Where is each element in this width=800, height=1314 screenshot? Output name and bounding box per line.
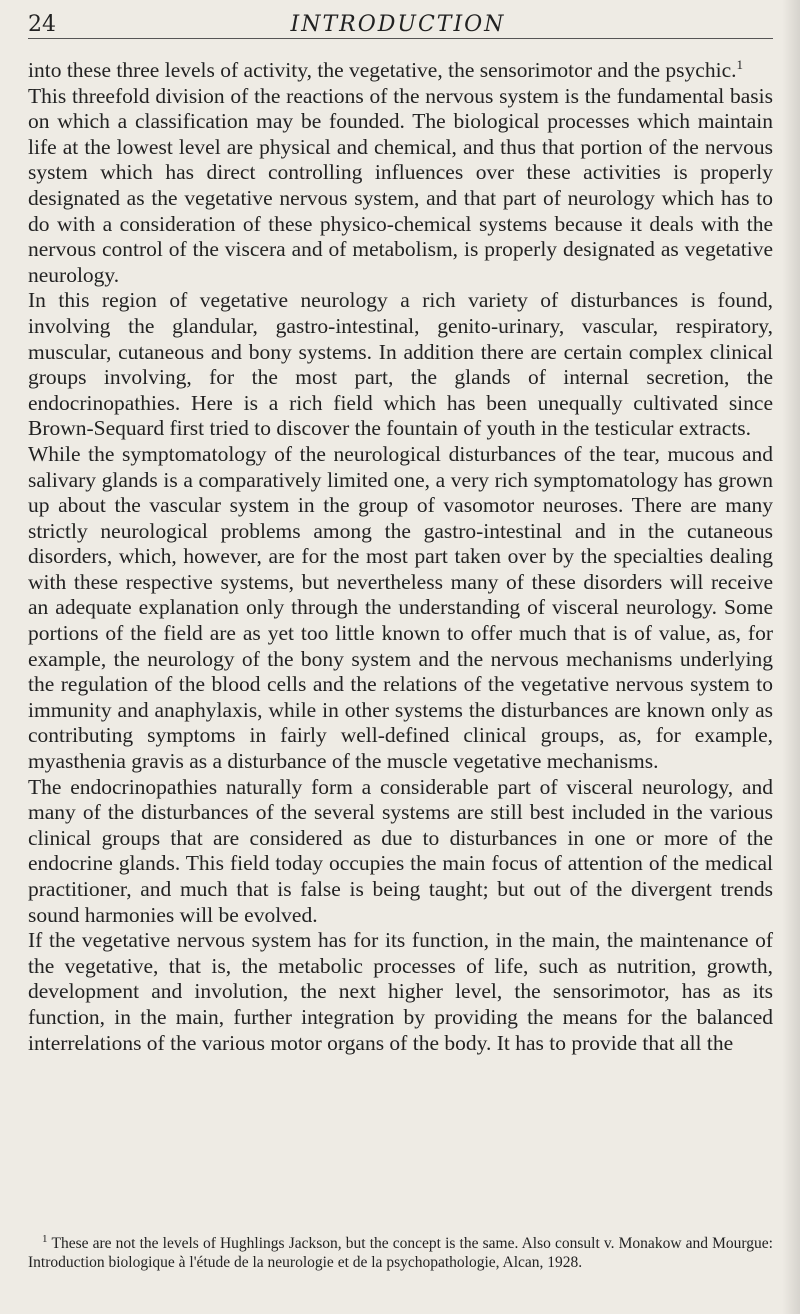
footnote <box>28 1234 773 1272</box>
paragraph-1 <box>28 58 773 84</box>
paragraph-5: The endocrinopathies naturally form a considerable part of visceral neurology, and many of the disturbances of the several systems are still best included in the various clinical groups that are considered as due to disturbances in one or more of the endocrine glands. This field today occupies the main focus of attention of the medical practitioner, and much that is false is being taught; but out of the divergent trends sound harmonies will be evolved. <box>28 774 773 927</box>
running-title: INTRODUCTION <box>290 12 506 37</box>
footnote-reference[interactable]: 1 <box>736 56 743 72</box>
paragraph-3: In this region of vegetative neurology a rich variety of disturbances is found, involving the glandular, gastro-intestinal, genito-urinary, vascular, respiratory, muscular, cutaneous and bony systems. In addition there are certain complex clinical groups involving, for the most part, the glands of internal secretion, the endocrinopathies. Here is a rich field which has been unequally cultivated since Brown-Sequard first tried to discover the fountain of youth in the testicular extracts. <box>28 288 773 441</box>
footnote-text: These are not the levels of Hughlings Jackson, but the concept is the same. Also consult v. Monakow and Mourgue: Introduction biologique à l'étude de la neurologie et de la psychopathologie, Alcan, 1928. <box>28 1235 773 1271</box>
body-text <box>28 58 773 1056</box>
running-head <box>28 10 768 40</box>
page-number: 24 <box>28 12 56 37</box>
paragraph-4: While the symptomatology of the neurological disturbances of the tear, mucous and salivary glands is a comparatively limited one, a very rich symptomatology has grown up about the vascular system in the group of vasomotor neuroses. There are many strictly neurological problems among the gastro-intestinal and in the cutaneous disorders, which, however, are for the most part taken over by the specialties dealing with these respective systems, but nevertheless many of these disorders will receive an adequate explanation only through the understanding of visceral neurology. Some portions of the field are as yet too little known to offer much that is of value, as, for example, the neurology of the bony system and the nervous mechanisms underlying the regulation of the blood cells and the relations of the vegetative nervous system to immunity and anaphylaxis, while in other systems the disturbances are known only as contributing symptoms in fairly well-defined clinical groups, as, for example, myasthenia gravis as a disturbance of the muscle vegetative mechanisms. <box>28 441 773 774</box>
paragraph-6: If the vegetative nervous system has for its function, in the main, the maintenance of the vegetative, that is, the metabolic processes of life, such as nutrition, growth, development and involution, the next higher level, the sensorimotor, has as its function, in the main, further integration by providing the means for the balanced interrelations of the various motor organs of the body. It has to provide that all the <box>28 928 773 1055</box>
footnote-rule <box>28 1222 148 1223</box>
page-edge-shadow <box>782 0 800 1314</box>
header-rule <box>28 38 773 39</box>
paragraph-1-text: into these three levels of activity, the vegetative, the sensorimotor and the psychic. <box>28 58 737 82</box>
paragraph-2: This threefold division of the reactions of the nervous system is the fundamental basis on which a classification may be founded. The biological processes which maintain life at the lowest level are physical and chemical, and thus that portion of the nervous system which has direct controlling influences over these activities is properly designated as the vegetative nervous system, and that part of neurology which has to do with a consideration of these physico-chemical systems because it deals with the nervous control of the viscera and of metabolism, is properly designated as vegetative neurology. <box>28 83 773 287</box>
footnote-marker: 1 <box>42 1232 48 1245</box>
